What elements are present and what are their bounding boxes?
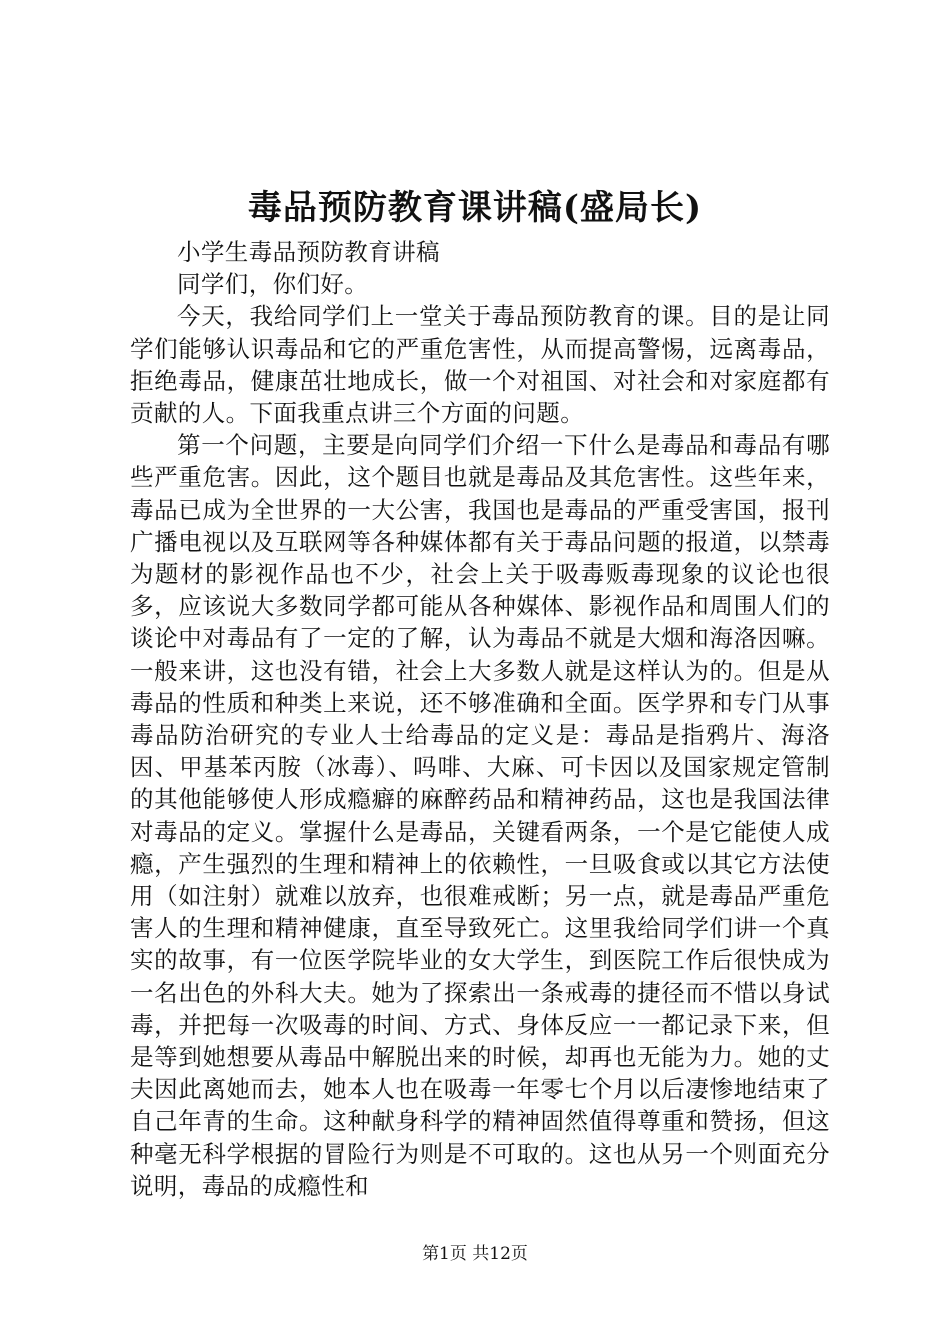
paragraph-subtitle: 小学生毒品预防教育讲稿 <box>177 238 440 266</box>
page-footer: 第1页 共12页 <box>422 1244 528 1264</box>
document-title: 毒品预防教育课讲稿(盛局长) <box>247 188 703 228</box>
paragraph-main: 第一个问题，主要是向同学们介绍一下什么是毒品和毒品有哪些严重危害。因此，这个题目也就是毒品及其危害性。这些年来，毒品已成为全世界的一大公害，我国也是毒品的严重受害国，报刊广播电视以及互联网等各种媒体都有关于毒品问题的报道，以禁毒为题材的影视作品也不少，社会上关于吸毒贩毒现象的议论也很多，应该说大多数同学都可能从各种媒体、影视作品和周围人们的谈论中对毒品有了一定的了解，认为毒品不就是大烟和海洛因嘛。一般来讲，这也没有错，社会上大多数人就是这样认为的。但是从毒品的性质和种类上来说，还不够准确和全面。医学界和专门从事毒品防治研究的专业人士给毒品的定义是：毒品是指鸦片、海洛因、甲基苯丙胺（冰毒）、吗啡、大麻、可卡因以及国家规定管制的其他能够使人形成瘾癖的麻醉药品和精神药品，这也是我国法律对毒品的定义。掌握什么是毒品，关键看两条，一个是它能使人成瘾，产生强烈的生理和精神上的依赖性，一旦吸食或以其它方法使用（如注射）就难以放弃，也很难戒断；另一点，就是毒品严重危害人的生理和精神健康，直至导致死亡。这里我给同学们讲一个真实的故事，有一位医学院毕业的女大学生，到医院工作后很快成为一名出色的外科大夫。她为了探索出一条戒毒的捷径而不惜以身试毒，并把每一次吸毒的时间、方式、身体反应一一都记录下来，但是等到她想要从毒品中解脱出来的时候，却再也无能为力。她的丈夫因此离她而去，她本人也在吸毒一年零七个月以后凄惨地结束了自己年青的生命。这种献身科学的精神固然值得尊重和赞扬，但这种毫无科学根据的冒险行为则是不可取的。这也从另一个则面充分说明，毒品的成瘾性和 <box>130 431 830 1200</box>
paragraph-intro: 今天，我给同学们上一堂关于毒品预防教育的课。目的是让同学们能够认识毒品和它的严重危害性，从而提高警惕，远离毒品，拒绝毒品，健康茁壮地成长，做一个对祖国、对社会和对家庭都有贡献的人。下面我重点讲三个方面的问题。 <box>130 302 830 428</box>
document-body <box>130 236 830 1202</box>
paragraph-greeting: 同学们，你们好。 <box>177 270 369 299</box>
